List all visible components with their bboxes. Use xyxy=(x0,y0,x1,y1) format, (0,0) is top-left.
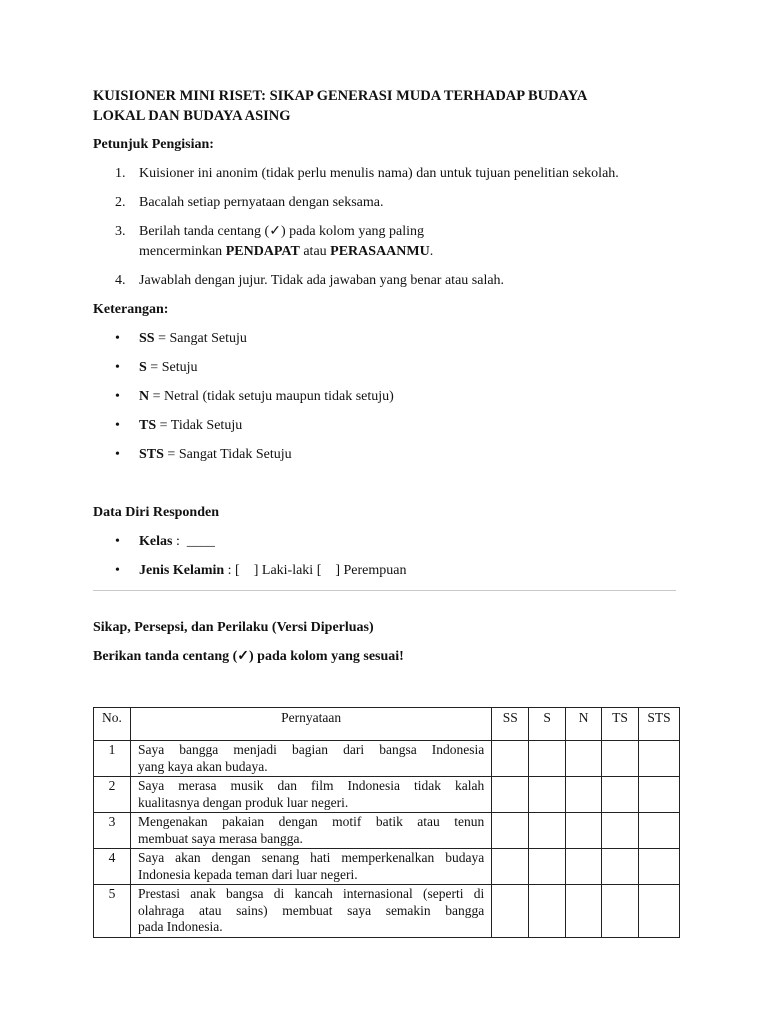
table-header-row xyxy=(94,708,680,741)
legend-item: • S = Setuju xyxy=(93,358,683,378)
petunjuk-heading: Petunjuk Pengisian: xyxy=(93,137,214,152)
header-sts: STS xyxy=(639,708,680,741)
instruction-item: 2. Bacalah setiap pernyataan dengan seksama. xyxy=(115,195,384,210)
statement-cell: Saya akan dengan senang hati memperkenalkan budaya Indonesia kepada teman dari luar negeri. xyxy=(130,849,491,885)
questionnaire-table xyxy=(93,707,680,938)
jenis-kelamin-field: • Jenis Kelamin : [ ] Laki-laki [ ] Perempuan xyxy=(93,561,683,581)
row-number: 3 xyxy=(94,813,131,849)
bullet-icon: • xyxy=(115,389,120,404)
row-number: 5 xyxy=(94,885,131,938)
instructions-list xyxy=(93,164,683,291)
answer-cell-ss[interactable] xyxy=(492,813,529,849)
answer-cell-s[interactable] xyxy=(529,849,566,885)
table-row xyxy=(94,849,680,885)
answer-cell-ts[interactable] xyxy=(602,741,639,777)
answer-cell-ts[interactable] xyxy=(602,849,639,885)
answer-cell-ts[interactable] xyxy=(602,813,639,849)
table-row xyxy=(94,813,680,849)
header-ss: SS xyxy=(492,708,529,741)
answer-cell-ts[interactable] xyxy=(602,885,639,938)
document-page xyxy=(93,86,683,581)
answer-cell-sts[interactable] xyxy=(639,885,680,938)
sikap-heading: Sikap, Persepsi, dan Perilaku (Versi Diperluas) xyxy=(93,620,374,635)
answer-cell-ss[interactable] xyxy=(492,849,529,885)
answer-cell-sts[interactable] xyxy=(639,777,680,813)
table-row xyxy=(94,777,680,813)
answer-cell-s[interactable] xyxy=(529,741,566,777)
answer-cell-n[interactable] xyxy=(566,849,602,885)
header-n: N xyxy=(566,708,602,741)
answer-cell-ss[interactable] xyxy=(492,885,529,938)
answer-cell-s[interactable] xyxy=(529,813,566,849)
bullet-icon: • xyxy=(115,360,120,375)
statement-cell: Mengenakan pakaian dengan motif batik atau tenun membuat saya merasa bangga. xyxy=(130,813,491,849)
keterangan-heading: Keterangan: xyxy=(93,302,169,317)
bullet-icon: • xyxy=(115,534,120,549)
legend-list xyxy=(93,329,683,465)
legend-item: • TS = Tidak Setuju xyxy=(93,416,683,436)
document-title: KUISIONER MINI RISET: SIKAP GENERASI MUDA TERHADAP BUDAYA LOKAL DAN BUDAYA ASING xyxy=(93,88,588,124)
table-row xyxy=(94,885,680,938)
kelas-field: • Kelas : ____ xyxy=(93,532,683,552)
instruction-item: 4. Jawablah dengan jujur. Tidak ada jawaban yang benar atau salah. xyxy=(115,273,505,288)
instruction-item: 3. Berilah tanda centang (✓) pada kolom yang paling mencerminkan PENDAPAT atau PERASAANMU. xyxy=(115,224,434,259)
legend-item: • STS = Sangat Tidak Setuju xyxy=(93,445,683,465)
row-number: 4 xyxy=(94,849,131,885)
answer-cell-ts[interactable] xyxy=(602,777,639,813)
bullet-icon: • xyxy=(115,563,120,578)
bullet-icon: • xyxy=(115,447,120,462)
legend-item: • N = Netral (tidak setuju maupun tidak setuju) xyxy=(93,387,683,407)
header-no: No. xyxy=(94,708,131,741)
answer-cell-n[interactable] xyxy=(566,885,602,938)
header-s: S xyxy=(529,708,566,741)
bullet-icon: • xyxy=(115,331,120,346)
answer-cell-n[interactable] xyxy=(566,741,602,777)
header-ts: TS xyxy=(602,708,639,741)
answer-cell-n[interactable] xyxy=(566,813,602,849)
respondent-fields xyxy=(93,532,683,581)
berikan-heading: Berikan tanda centang (✓) pada kolom yang sesuai! xyxy=(93,649,404,664)
table-row xyxy=(94,741,680,777)
header-pernyataan: Pernyataan xyxy=(130,708,491,741)
instruction-item: 1. Kuisioner ini anonim (tidak perlu menulis nama) dan untuk tujuan penelitian sekolah. xyxy=(115,166,619,181)
answer-cell-sts[interactable] xyxy=(639,813,680,849)
statement-cell: Prestasi anak bangsa di kancah internasional (seperti di olahraga atau sains) membuat saya semakin bangga pada Indonesia. xyxy=(130,885,491,938)
answer-cell-n[interactable] xyxy=(566,777,602,813)
answer-cell-ss[interactable] xyxy=(492,741,529,777)
horizontal-divider xyxy=(93,590,676,591)
bullet-icon: • xyxy=(115,418,120,433)
answer-cell-sts[interactable] xyxy=(639,849,680,885)
answer-cell-s[interactable] xyxy=(529,777,566,813)
row-number: 2 xyxy=(94,777,131,813)
answer-cell-s[interactable] xyxy=(529,885,566,938)
data-diri-heading: Data Diri Responden xyxy=(93,505,220,520)
answer-cell-sts[interactable] xyxy=(639,741,680,777)
statement-cell: Saya bangga menjadi bagian dari bangsa Indonesia yang kaya akan budaya. xyxy=(130,741,491,777)
answer-cell-ss[interactable] xyxy=(492,777,529,813)
legend-item: • SS = Sangat Setuju xyxy=(93,329,683,349)
statement-cell: Saya merasa musik dan film Indonesia tidak kalah kualitasnya dengan produk luar negeri. xyxy=(130,777,491,813)
row-number: 1 xyxy=(94,741,131,777)
